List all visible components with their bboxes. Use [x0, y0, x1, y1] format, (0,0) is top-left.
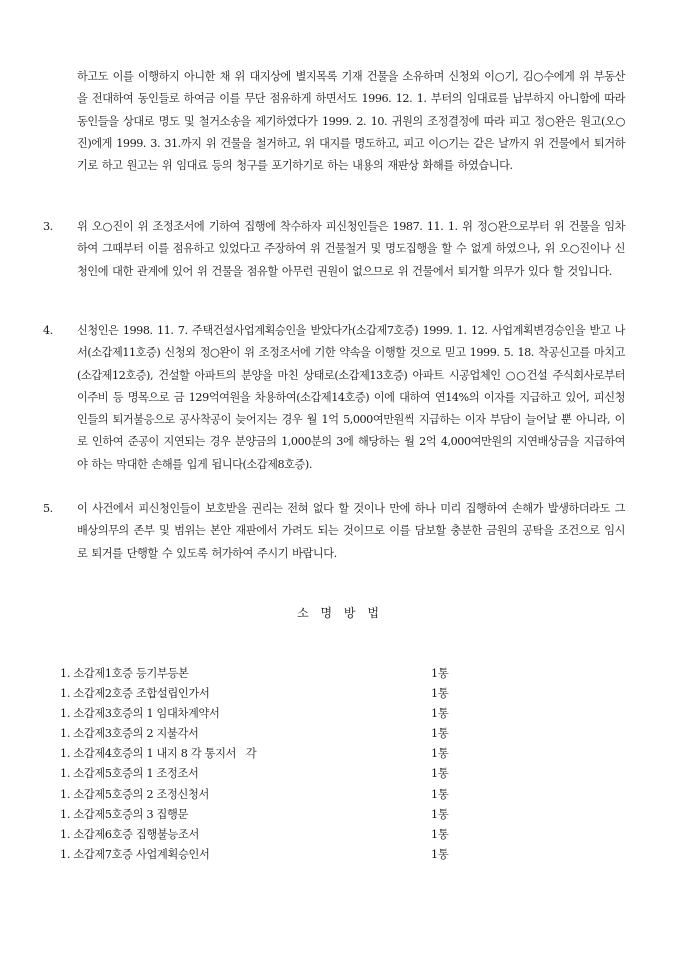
evidence-label: 1. 소갑제2호증 조합설립인가서 [60, 687, 210, 701]
evidence-item [60, 704, 480, 724]
evidence-label: 1. 소갑제5호증의 2 조정신청서 [60, 787, 210, 801]
evidence-heading: 소 명 방 법 [297, 606, 383, 620]
evidence-item [60, 664, 480, 684]
evidence-list [60, 664, 480, 865]
paragraph-text: 이 사건에서 피신청인들이 보호받을 권리는 전혀 없다 할 것이나 만에 하나 미리 집행하여 손해가 발생하더라도 그 배상의무의 존부 및 범위는 본안 재판에서 가려도 되는 것이므로 이를 담보할 충분한 금원의 공탁을 조건으로 임시로 퇴거를 단행할 수 있도록 허가하여 주시기 바랍니다. [77, 502, 625, 560]
evidence-label: 1. 소갑제5호증의 3 집행문 [60, 807, 189, 821]
evidence-label: 1. 소갑제4호증의 1 내지 8 각 통지서 각 [60, 747, 257, 761]
evidence-qty: 1통 [431, 807, 449, 821]
paragraph-body [43, 320, 625, 476]
evidence-qty: 1통 [431, 747, 449, 761]
evidence-label: 1. 소갑제5호증의 1 조정조서 [60, 767, 199, 781]
evidence-item [60, 785, 480, 805]
paragraph-text: 위 오○진이 위 조정조서에 기하여 집행에 착수하자 피신청인들은 1987. 11. 1. 위 정○완으로부터 위 건물을 임차하여 그때부터 이를 점유하고 있었다고 주장하여 위 건물철거 및 명도집행을 할 수 없게 하였으나, 위 오○진이나 신청인에 대한 관계에 있어 위 건물을 점유할 아무런 권원이 없으므로 위 건물에서 퇴거할 의무가 있다 할 것입니다. [77, 220, 625, 278]
paragraph-number: 4. [43, 324, 53, 337]
evidence-qty: 1통 [431, 687, 449, 701]
evidence-item [60, 764, 480, 784]
paragraph-continuation [77, 66, 625, 177]
evidence-item [60, 825, 480, 845]
evidence-qty: 1통 [431, 707, 449, 721]
paragraph-3 [43, 216, 625, 283]
evidence-qty: 1통 [431, 787, 449, 801]
paragraph-body [43, 498, 625, 565]
evidence-label: 1. 소갑제7호증 사업계획승인서 [60, 847, 210, 861]
evidence-item [60, 845, 480, 865]
evidence-qty: 1통 [431, 827, 449, 841]
paragraph-body [43, 216, 625, 283]
paragraph-text: 신청인은 1998. 11. 7. 주택건설사업계획승인을 받았다가(소갑제7호증) 1999. 1. 12. 사업계획변경승인을 받고 나서(소갑제11호증) 신청외 정○완이 위 조정조서에 기한 약속을 이행할 것으로 믿고 1999. 5. 18. 착공신고를 마치고(소갑제12호증), 건설할 아파트의 분양을 마친 상태로(소갑제13호증) 아파트 시공업체인 ○○건설 주식회사로부터 이주비 등 명목으로 금 129억여원을 차용하여(소갑제14호증) 이에 대하여 연14%의 이자를 지급하고 있어, 피신청인들의 퇴거불응으로 공사착공이 늦어지는 경우 월 1억 5,000여만원씩 지급하는 이자 부담이 늘어날 뿐 아니라, 이로 인하여 준공이 지연되는 경우 분양금의 1,000분의 3에 해당하는 월 2억 4,000여만원의 지연배상금을 지급하여야 하는 막대한 손해를 입게 됩니다(소갑제8호증). [77, 324, 625, 471]
evidence-qty: 1통 [431, 727, 449, 741]
evidence-label: 1. 소갑제1호증 등기부등본 [60, 667, 189, 680]
evidence-item [60, 744, 480, 764]
evidence-qty: 1통 [431, 667, 449, 680]
evidence-label: 1. 소갑제6호증 집행불능조서 [60, 827, 199, 841]
evidence-item [60, 684, 480, 704]
evidence-label: 1. 소갑제3호증의 1 임대차계약서 [60, 707, 220, 721]
paragraph-4 [43, 320, 625, 476]
evidence-qty: 1통 [431, 767, 449, 781]
paragraph-number: 5. [43, 502, 53, 515]
evidence-qty: 1통 [431, 847, 449, 861]
evidence-item [60, 805, 480, 825]
evidence-item [60, 724, 480, 744]
paragraph-5 [43, 498, 625, 565]
evidence-label: 1. 소갑제3호증의 2 지불각서 [60, 727, 199, 741]
paragraph-number: 3. [43, 220, 53, 233]
paragraph-text: 하고도 이를 이행하지 아니한 채 위 대지상에 별지목록 기재 건물을 소유하며 신청외 이○기, 김○수에게 위 부동산을 전대하여 동인들로 하여금 이를 무단 점유하게 하면서도 1996. 12. 1. 부터의 임대료를 납부하지 아니함에 따라 동인들을 상대로 명도 및 철거소송을 제기하였다가 1999. 2. 10. 귀원의 조정결정에 따라 피고 정○완은 원고(오○진)에게 1999. 3. 31.까지 위 건물을 철거하고, 위 대지를 명도하고, 피고 이○기는 같은 날까지 위 건물에서 퇴거하기로 하고 원고는 위 임대료 등의 청구를 포기하기로 하는 내용의 재판상 화해를 하였습니다. [77, 70, 625, 173]
